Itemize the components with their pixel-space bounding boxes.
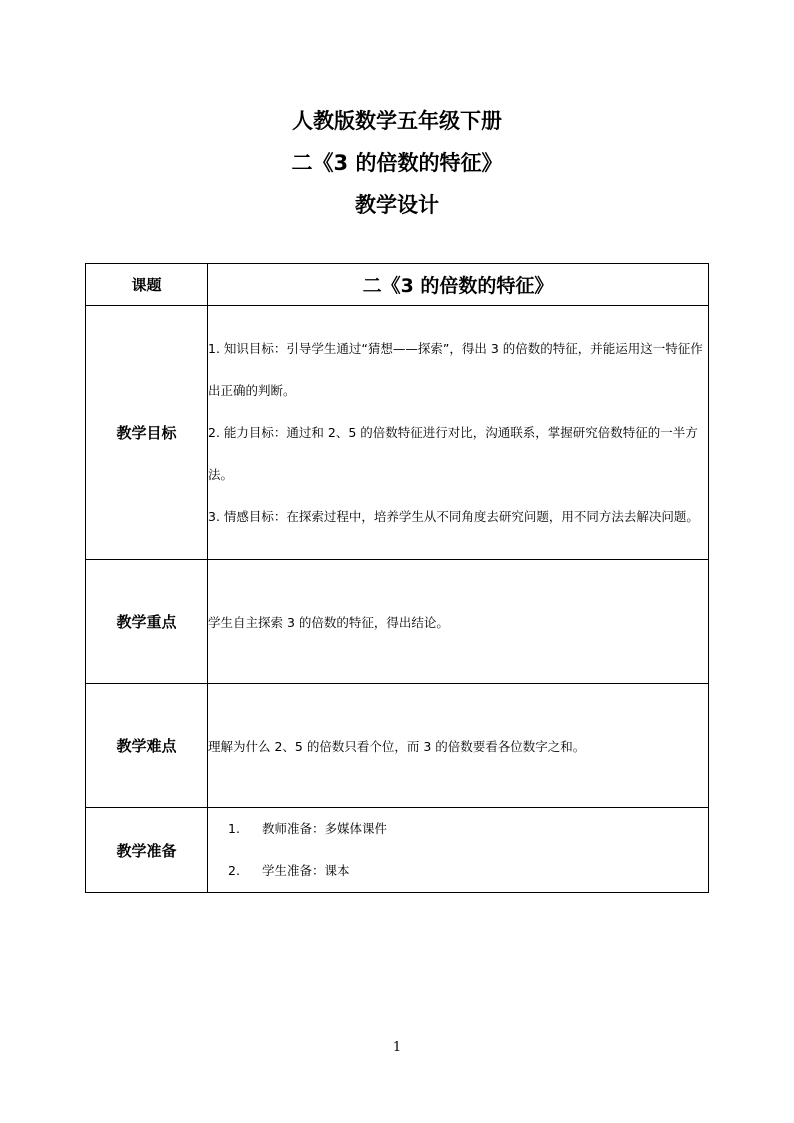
list-item (208, 808, 708, 850)
table-row-title (86, 264, 709, 306)
difficulties-cell: 理解为什么 2、5 的倍数只看个位，而 3 的倍数要看各位数字之和。 (208, 684, 709, 808)
list-text: 学生准备：课本 (262, 863, 350, 878)
list-item (208, 850, 708, 892)
document-header (0, 100, 794, 226)
lesson-title: 二《3 的倍数的特征》 (291, 151, 503, 175)
lesson-plan-table (85, 263, 709, 893)
publisher-title: 人教版数学五年级下册 (292, 109, 502, 133)
row-label-title: 课题 (86, 264, 208, 306)
key-points-cell: 学生自主探索 3 的倍数的特征，得出结论。 (208, 560, 709, 684)
row-label-key-points: 教学重点 (86, 560, 208, 684)
table-row-goals (86, 306, 709, 560)
lesson-title-cell: 二《3 的倍数的特征》 (208, 264, 709, 306)
document-type-title: 教学设计 (355, 193, 439, 217)
row-label-preparation: 教学准备 (86, 808, 208, 893)
page-number: 1 (392, 1040, 402, 1055)
list-number: 1. (228, 821, 240, 836)
table-row-preparation (86, 808, 709, 893)
table-row-key-points (86, 560, 709, 684)
row-label-difficulties: 教学难点 (86, 684, 208, 808)
row-label-goals: 教学目标 (86, 306, 208, 560)
list-text: 教师准备：多媒体课件 (262, 821, 388, 836)
goal-knowledge: 1. 知识目标：引导学生通过“猜想——探索”，得出 3 的倍数的特征，并能运用这一特征作出正确的判断。 (208, 340, 703, 398)
goal-ability: 2. 能力目标：通过和 2、5 的倍数特征进行对比，沟通联系，掌握研究倍数特征的一半方法。 (208, 424, 698, 482)
table-row-difficulties (86, 684, 709, 808)
list-number: 2. (228, 863, 240, 878)
preparation-cell (208, 808, 709, 893)
goals-cell (208, 306, 709, 560)
goal-emotion: 3. 情感目标：在探索过程中，培养学生从不同角度去研究问题，用不同方法去解决问题。 (208, 508, 699, 524)
